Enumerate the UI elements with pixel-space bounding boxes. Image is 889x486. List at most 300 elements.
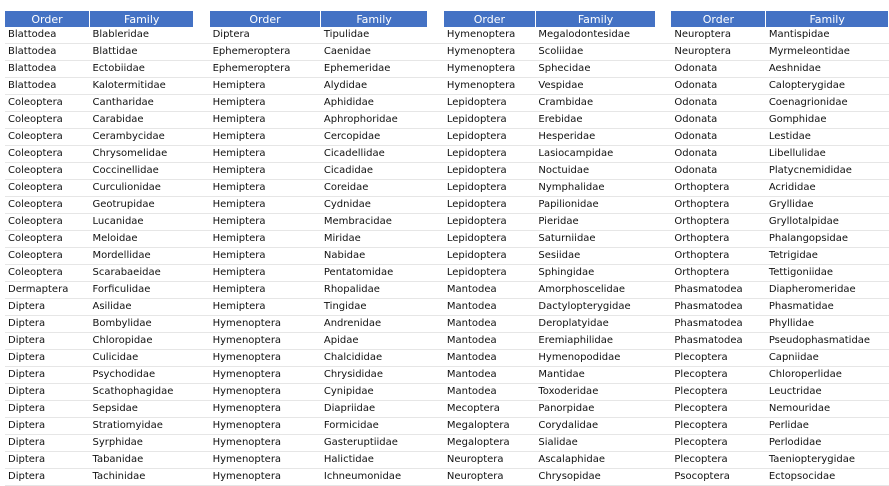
column-gap (194, 316, 210, 333)
family-cell: Mantidae (538, 369, 585, 380)
order-cell: Odonata (674, 80, 718, 91)
family-cell: Phyllidae (768, 318, 815, 329)
table-row (5, 282, 889, 299)
column-gap (427, 333, 444, 350)
family-cell: Chloroperlidae (768, 369, 842, 380)
order-cell: Plecoptera (674, 437, 728, 448)
family-cell: Tettigoniidae (768, 267, 833, 278)
order-cell: Phasmatodea (674, 301, 743, 312)
column-gap (656, 44, 672, 61)
column-gap (656, 214, 672, 231)
family-cell: Ascalaphidae (538, 454, 606, 465)
column-gap (656, 231, 672, 248)
table-row (5, 333, 889, 350)
family-cell: Perlodidae (768, 437, 822, 448)
family-cell: Scoliidae (538, 46, 584, 57)
family-cell: Kalotermitidae (92, 80, 166, 91)
order-cell: Hemiptera (212, 216, 266, 227)
family-cell: Saturniidae (538, 233, 596, 244)
family-cell: Coenagrionidae (768, 97, 848, 108)
order-cell: Phasmatodea (674, 318, 743, 329)
family-cell: Chrysomelidae (92, 148, 168, 159)
column-gap (656, 452, 672, 469)
order-cell: Coleoptera (8, 148, 63, 159)
column-gap (194, 384, 210, 401)
column-gap (656, 78, 672, 95)
order-cell: Hemiptera (212, 80, 266, 91)
column-gap (194, 163, 210, 180)
order-cell: Lepidoptera (446, 199, 507, 210)
column-gap (427, 129, 444, 146)
order-cell: Hymenoptera (212, 318, 282, 329)
family-cell: Bombylidae (92, 318, 152, 329)
column-gap (194, 282, 210, 299)
column-gap (656, 384, 672, 401)
order-cell: Coleoptera (8, 165, 63, 176)
order-cell: Diptera (8, 403, 46, 414)
order-cell: Odonata (674, 131, 718, 142)
order-cell: Mantodea (446, 301, 497, 312)
order-cell: Hemiptera (212, 199, 266, 210)
order-cell: Orthoptera (674, 233, 730, 244)
family-cell: Platycnemididae (768, 165, 852, 176)
order-cell: Megaloptera (446, 437, 510, 448)
order-cell: Mantodea (446, 284, 497, 295)
order-cell: Hemiptera (212, 284, 266, 295)
table-row (5, 435, 889, 452)
column-gap (194, 11, 210, 27)
order-cell: Diptera (8, 318, 46, 329)
order-cell: Diptera (8, 301, 46, 312)
family-cell: Pseudophasmatidae (768, 335, 871, 346)
family-cell: Taeniopterygidae (768, 454, 855, 465)
family-cell: Sesiidae (538, 250, 581, 261)
order-cell: Hymenoptera (212, 437, 282, 448)
order-cell: Ephemeroptera (212, 46, 291, 57)
family-cell: Aphrophoridae (323, 114, 398, 125)
family-cell: Libellulidae (768, 148, 826, 159)
order-cell: Diptera (8, 420, 46, 431)
order-cell: Hymenoptera (212, 369, 282, 380)
family-cell: Diapriidae (323, 403, 376, 414)
family-cell: Noctuidae (538, 165, 590, 176)
family-cell: Stratiomyidae (92, 420, 163, 431)
order-cell: Diptera (8, 369, 46, 380)
order-cell: Diptera (8, 352, 46, 363)
column-gap (194, 129, 210, 146)
family-cell: Sepsidae (92, 403, 138, 414)
order-cell: Coleoptera (8, 267, 63, 278)
family-cell: Chrysididae (323, 369, 383, 380)
family-cell: Dactylopterygidae (538, 301, 631, 312)
order-cell: Orthoptera (674, 216, 730, 227)
family-cell: Cydnidae (323, 199, 371, 210)
column-gap (194, 61, 210, 78)
column-gap (427, 367, 444, 384)
order-cell: Coleoptera (8, 250, 63, 261)
order-cell: Neuroptera (674, 29, 732, 40)
family-cell: Gomphidae (768, 114, 827, 125)
order-cell: Hemiptera (212, 131, 266, 142)
family-column-header: Family (89, 11, 194, 27)
order-cell: Mantodea (446, 386, 497, 397)
table-row (5, 129, 889, 146)
family-cell: Caenidae (323, 46, 371, 57)
order-cell: Odonata (674, 97, 718, 108)
family-cell: Pentatomidae (323, 267, 394, 278)
order-cell: Diptera (8, 471, 46, 482)
table-row (5, 214, 889, 231)
order-cell: Mantodea (446, 318, 497, 329)
table-row (5, 248, 889, 265)
family-cell: Tetrigidae (768, 250, 818, 261)
order-cell: Hymenoptera (212, 471, 282, 482)
family-cell: Blattidae (92, 46, 138, 57)
table-row (5, 95, 889, 112)
family-cell: Corydalidae (538, 420, 599, 431)
family-cell: Papilionidae (538, 199, 599, 210)
column-gap (194, 44, 210, 61)
order-cell: Hemiptera (212, 97, 266, 108)
family-cell: Formicidae (323, 420, 379, 431)
order-cell: Diptera (212, 29, 250, 40)
column-gap (194, 197, 210, 214)
column-gap (427, 350, 444, 367)
table-row (5, 265, 889, 282)
order-column-header: Order (210, 11, 321, 27)
order-cell: Hymenoptera (446, 80, 516, 91)
family-cell: Lucanidae (92, 216, 144, 227)
table-row (5, 27, 889, 44)
order-cell: Orthoptera (674, 250, 730, 261)
column-gap (427, 11, 444, 27)
family-cell: Aphididae (323, 97, 374, 108)
column-gap (656, 333, 672, 350)
family-cell: Ichneumonidae (323, 471, 402, 482)
family-cell: Aeshnidae (768, 63, 821, 74)
order-cell: Hemiptera (212, 250, 266, 261)
column-gap (427, 78, 444, 95)
family-cell: Myrmeleontidae (768, 46, 850, 57)
family-cell: Curculionidae (92, 182, 161, 193)
family-cell: Calopterygidae (768, 80, 846, 91)
family-cell: Chrysopidae (538, 471, 601, 482)
column-gap (656, 282, 672, 299)
column-gap (656, 418, 672, 435)
column-gap (427, 146, 444, 163)
order-cell: Diptera (8, 386, 46, 397)
order-cell: Hymenoptera (446, 29, 516, 40)
family-cell: Sphingidae (538, 267, 595, 278)
table-row (5, 418, 889, 435)
column-gap (656, 316, 672, 333)
family-cell: Sialidae (538, 437, 578, 448)
order-cell: Lepidoptera (446, 182, 507, 193)
table-row (5, 384, 889, 401)
order-cell: Mantodea (446, 335, 497, 346)
family-cell: Amorphoscelidae (538, 284, 626, 295)
header-row (5, 11, 889, 27)
table-row (5, 197, 889, 214)
family-cell: Blableridae (92, 29, 150, 40)
order-cell: Blattodea (8, 29, 57, 40)
order-cell: Phasmatodea (674, 284, 743, 295)
order-cell: Odonata (674, 63, 718, 74)
column-gap (194, 418, 210, 435)
column-gap (427, 27, 444, 44)
column-gap (427, 44, 444, 61)
order-cell: Hemiptera (212, 267, 266, 278)
order-cell: Psocoptera (674, 471, 730, 482)
column-gap (194, 112, 210, 129)
order-cell: Mecoptera (446, 403, 500, 414)
order-cell: Orthoptera (674, 199, 730, 210)
column-gap (427, 248, 444, 265)
family-column-header: Family (535, 11, 655, 27)
order-cell: Hemiptera (212, 182, 266, 193)
column-gap (656, 435, 672, 452)
family-cell: Cantharidae (92, 97, 154, 108)
order-cell: Blattodea (8, 46, 57, 57)
column-gap (656, 180, 672, 197)
order-cell: Plecoptera (674, 369, 728, 380)
table-row (5, 401, 889, 418)
family-cell: Chalcididae (323, 352, 383, 363)
order-cell: Lepidoptera (446, 267, 507, 278)
family-cell: Erebidae (538, 114, 583, 125)
family-cell: Culicidae (92, 352, 139, 363)
order-cell: Odonata (674, 114, 718, 125)
column-gap (656, 265, 672, 282)
column-gap (194, 146, 210, 163)
family-cell: Pieridae (538, 216, 579, 227)
order-cell: Mantodea (446, 352, 497, 363)
family-cell: Perlidae (768, 420, 809, 431)
order-cell: Orthoptera (674, 267, 730, 278)
order-cell: Neuroptera (674, 46, 732, 57)
order-cell: Hymenoptera (212, 352, 282, 363)
family-cell: Vespidae (538, 80, 584, 91)
order-cell: Blattodea (8, 63, 57, 74)
column-gap (427, 316, 444, 333)
order-cell: Ephemeroptera (212, 63, 291, 74)
family-cell: Capniidae (768, 352, 819, 363)
family-cell: Coreidae (323, 182, 369, 193)
table-row (5, 44, 889, 61)
column-gap (656, 163, 672, 180)
order-cell: Blattodea (8, 80, 57, 91)
column-gap (656, 11, 672, 27)
column-gap (427, 282, 444, 299)
order-cell: Plecoptera (674, 386, 728, 397)
column-gap (656, 146, 672, 163)
family-cell: Apidae (323, 335, 359, 346)
column-gap (427, 231, 444, 248)
family-cell: Geotrupidae (92, 199, 155, 210)
order-cell: Plecoptera (674, 403, 728, 414)
order-cell: Lepidoptera (446, 97, 507, 108)
column-gap (194, 27, 210, 44)
column-gap (427, 452, 444, 469)
family-cell: Phasmatidae (768, 301, 834, 312)
order-cell: Hemiptera (212, 233, 266, 244)
column-gap (656, 129, 672, 146)
family-cell: Ephemeridae (323, 63, 391, 74)
column-gap (194, 78, 210, 95)
family-cell: Nabidae (323, 250, 366, 261)
family-cell: Mordellidae (92, 250, 151, 261)
family-cell: Gryllidae (768, 199, 814, 210)
table-row (5, 146, 889, 163)
table-row (5, 163, 889, 180)
order-cell: Plecoptera (674, 420, 728, 431)
order-cell: Hymenoptera (212, 403, 282, 414)
order-cell: Dermaptera (8, 284, 69, 295)
order-cell: Mantodea (446, 369, 497, 380)
order-cell: Coleoptera (8, 114, 63, 125)
column-gap (656, 469, 672, 486)
family-cell: Meloidae (92, 233, 138, 244)
order-cell: Plecoptera (674, 454, 728, 465)
order-cell: Hymenoptera (212, 454, 282, 465)
family-cell: Panorpidae (538, 403, 595, 414)
column-gap (194, 95, 210, 112)
column-gap (427, 197, 444, 214)
family-cell: Deroplatyidae (538, 318, 609, 329)
column-gap (194, 299, 210, 316)
column-gap (656, 299, 672, 316)
table-row (5, 316, 889, 333)
order-cell: Lepidoptera (446, 216, 507, 227)
family-cell: Lestidae (768, 131, 811, 142)
family-cell: Tingidae (323, 301, 367, 312)
family-cell: Hesperidae (538, 131, 596, 142)
family-cell: Cercopidae (323, 131, 381, 142)
order-cell: Diptera (8, 454, 46, 465)
order-column-header: Order (5, 11, 89, 27)
order-cell: Megaloptera (446, 420, 510, 431)
family-column-header: Family (766, 11, 889, 27)
family-column-header: Family (321, 11, 427, 27)
order-cell: Diptera (8, 335, 46, 346)
order-cell: Coleoptera (8, 199, 63, 210)
column-gap (194, 248, 210, 265)
order-cell: Coleoptera (8, 97, 63, 108)
family-cell: Phalangopsidae (768, 233, 848, 244)
column-gap (656, 197, 672, 214)
order-cell: Coleoptera (8, 131, 63, 142)
family-cell: Tipulidae (323, 29, 370, 40)
family-cell: Cicadellidae (323, 148, 385, 159)
column-gap (194, 333, 210, 350)
family-cell: Ectopsocidae (768, 471, 836, 482)
order-cell: Lepidoptera (446, 131, 507, 142)
family-cell: Nymphalidae (538, 182, 605, 193)
column-gap (194, 435, 210, 452)
column-gap (194, 180, 210, 197)
column-gap (656, 112, 672, 129)
family-cell: Acrididae (768, 182, 816, 193)
column-gap (427, 401, 444, 418)
order-cell: Lepidoptera (446, 114, 507, 125)
order-cell: Hemiptera (212, 165, 266, 176)
family-cell: Crambidae (538, 97, 594, 108)
column-gap (427, 163, 444, 180)
order-cell: Lepidoptera (446, 148, 507, 159)
family-cell: Diapheromeridae (768, 284, 856, 295)
family-cell: Chloropidae (92, 335, 153, 346)
order-cell: Hymenoptera (212, 386, 282, 397)
order-cell: Hymenoptera (446, 46, 516, 57)
order-cell: Neuroptera (446, 471, 504, 482)
family-cell: Cerambycidae (92, 131, 165, 142)
family-cell: Asilidae (92, 301, 132, 312)
column-gap (427, 95, 444, 112)
order-cell: Coleoptera (8, 216, 63, 227)
family-cell: Tabanidae (92, 454, 144, 465)
family-cell: Eremiaphilidae (538, 335, 614, 346)
order-cell: Diptera (8, 437, 46, 448)
column-gap (194, 469, 210, 486)
table-row (5, 452, 889, 469)
family-cell: Hymenopodidae (538, 352, 621, 363)
order-cell: Phasmatodea (674, 335, 743, 346)
column-gap (656, 61, 672, 78)
order-cell: Hymenoptera (212, 335, 282, 346)
column-gap (194, 452, 210, 469)
order-column-header: Order (671, 11, 765, 27)
family-cell: Gryllotalpidae (768, 216, 839, 227)
family-cell: Toxoderidae (538, 386, 599, 397)
column-gap (427, 384, 444, 401)
column-gap (194, 214, 210, 231)
family-cell: Coccinellidae (92, 165, 159, 176)
family-cell: Forficulidae (92, 284, 151, 295)
order-cell: Odonata (674, 165, 718, 176)
order-cell: Lepidoptera (446, 233, 507, 244)
column-gap (656, 350, 672, 367)
table-row (5, 350, 889, 367)
order-cell: Hemiptera (212, 114, 266, 125)
column-gap (427, 435, 444, 452)
column-gap (427, 180, 444, 197)
family-cell: Leuctridae (768, 386, 822, 397)
order-cell: Hemiptera (212, 148, 266, 159)
order-cell: Odonata (674, 148, 718, 159)
column-gap (656, 95, 672, 112)
family-cell: Gasteruptiidae (323, 437, 398, 448)
family-cell: Alydidae (323, 80, 368, 91)
family-cell: Miridae (323, 233, 361, 244)
order-cell: Coleoptera (8, 182, 63, 193)
column-gap (427, 299, 444, 316)
column-gap (194, 367, 210, 384)
family-cell: Lasiocampidae (538, 148, 614, 159)
column-gap (427, 61, 444, 78)
family-cell: Halictidae (323, 454, 374, 465)
order-cell: Orthoptera (674, 182, 730, 193)
column-gap (427, 265, 444, 282)
column-gap (194, 401, 210, 418)
family-cell: Membracidae (323, 216, 392, 227)
column-gap (656, 367, 672, 384)
order-cell: Plecoptera (674, 352, 728, 363)
family-cell: Cynipidae (323, 386, 374, 397)
family-cell: Cicadidae (323, 165, 374, 176)
family-cell: Carabidae (92, 114, 144, 125)
table-row (5, 78, 889, 95)
order-cell: Coleoptera (8, 233, 63, 244)
